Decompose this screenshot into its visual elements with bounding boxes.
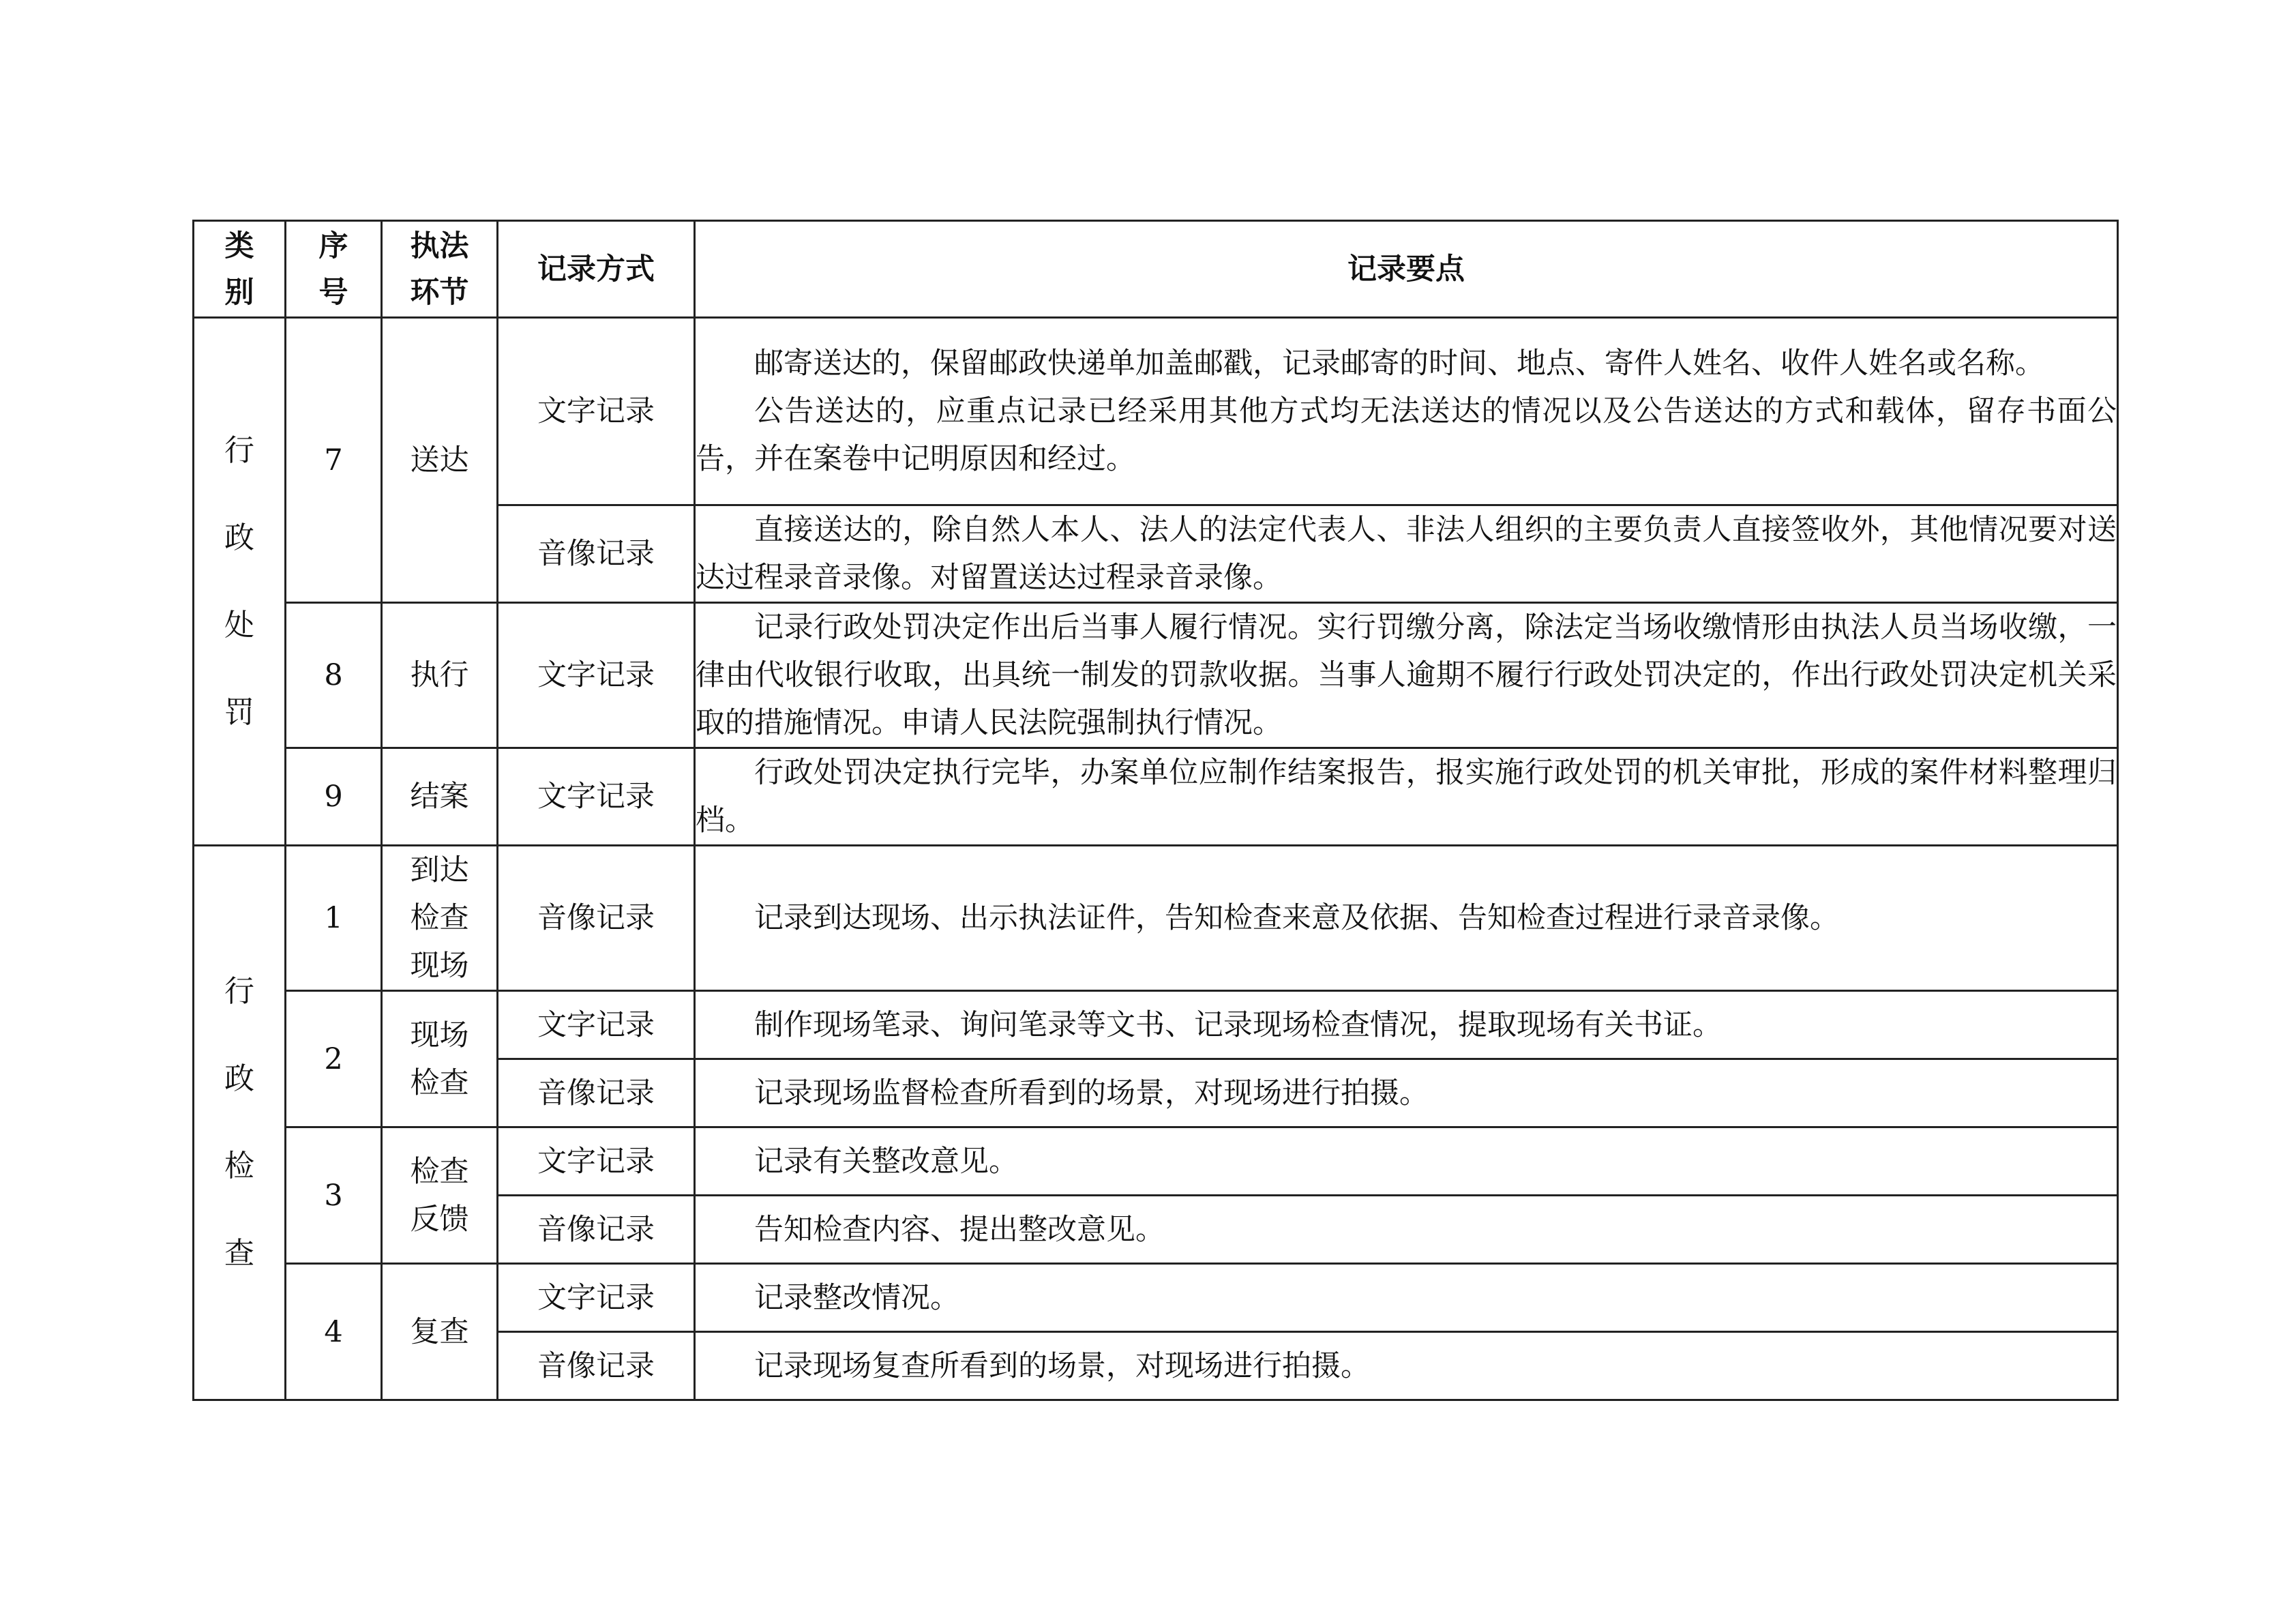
table-row [194, 846, 2118, 991]
stage-label: 现场 检查 [410, 1018, 469, 1100]
seq-cell: 2 [286, 991, 382, 1127]
record-points-cell [695, 991, 2118, 1059]
record-point-paragraph: 记录现场监督检查所看到的场景，对现场进行拍摄。 [754, 1076, 1429, 1110]
record-points-cell [695, 1264, 2118, 1332]
table-row [194, 748, 2118, 846]
record-points-cell [695, 1127, 2118, 1196]
record-points-cell [695, 748, 2118, 846]
record-method-cell: 文字记录 [498, 318, 695, 505]
record-points-cell [695, 1332, 2118, 1400]
header-stage-label: 执法 环节 [410, 228, 469, 310]
record-points-cell [695, 603, 2118, 748]
category-cell [194, 846, 286, 1400]
header-points: 记录要点 [695, 221, 2118, 318]
header-seq [286, 221, 382, 318]
record-points-cell [695, 1059, 2118, 1127]
seq-cell: 4 [286, 1264, 382, 1400]
record-point-paragraph: 告知检查内容、提出整改意见。 [754, 1212, 1165, 1247]
record-point-paragraph: 记录整改情况。 [754, 1280, 959, 1315]
header-category [194, 221, 286, 318]
seq-cell: 9 [286, 748, 382, 846]
category-label: 行 政 检 查 [224, 974, 254, 1271]
table-row [194, 603, 2118, 748]
table-row [194, 1127, 2118, 1196]
record-method-cell: 音像记录 [498, 1196, 695, 1264]
stage-cell [382, 603, 498, 748]
record-point-paragraph: 直接送达的，除自然人本人、法人的法定代表人、非法人组织的主要负责人直接签收外，其他情况要对送达过程录音录像。对留置送达过程录音录像。 [696, 513, 2117, 595]
enforcement-record-table [192, 220, 2119, 1401]
seq-cell: 7 [286, 318, 382, 603]
record-point-paragraph: 记录有关整改意见。 [754, 1144, 1018, 1179]
stage-cell [382, 846, 498, 991]
record-method-cell: 文字记录 [498, 1264, 695, 1332]
header-seq-label: 序 号 [318, 228, 348, 310]
stage-cell [382, 748, 498, 846]
stage-label: 到达 检查 现场 [410, 853, 469, 983]
table-body [194, 318, 2118, 1400]
record-method-cell: 音像记录 [498, 846, 695, 991]
category-label: 行 政 处 罚 [224, 432, 254, 730]
record-method-cell: 音像记录 [498, 1332, 695, 1400]
record-point-paragraph: 邮寄送达的，保留邮政快递单加盖邮戳，记录邮寄的时间、地点、寄件人姓名、收件人姓名或名称。 [754, 346, 2044, 381]
seq-cell: 8 [286, 603, 382, 748]
seq-cell: 1 [286, 846, 382, 991]
table-row [194, 318, 2118, 505]
stage-cell [382, 318, 498, 603]
stage-label: 结案 [410, 780, 469, 814]
table-row [194, 1264, 2118, 1332]
header-method: 记录方式 [498, 221, 695, 318]
category-cell [194, 318, 286, 846]
stage-cell [382, 1264, 498, 1400]
record-points-cell [695, 846, 2118, 991]
table-row [194, 991, 2118, 1059]
stage-label: 检查 反馈 [410, 1154, 469, 1237]
stage-label: 执行 [410, 658, 469, 692]
record-points-cell [695, 318, 2118, 505]
record-point-paragraph: 记录现场复查所看到的场景，对现场进行拍摄。 [754, 1348, 1370, 1383]
seq-cell: 3 [286, 1127, 382, 1264]
record-method-cell: 文字记录 [498, 991, 695, 1059]
header-category-label: 类 别 [224, 228, 254, 310]
stage-label: 复查 [410, 1314, 469, 1349]
record-point-paragraph: 记录到达现场、出示执法证件，告知检查来意及依据、告知检查过程进行录音录像。 [754, 901, 1839, 935]
stage-label: 送达 [410, 443, 469, 477]
stage-cell [382, 991, 498, 1127]
table-header [194, 221, 2118, 318]
record-point-paragraph: 行政处罚决定执行完毕，办案单位应制作结案报告，报实施行政处罚的机关审批，形成的案件材料整理归档。 [696, 756, 2117, 838]
stage-cell [382, 1127, 498, 1264]
record-method-cell: 音像记录 [498, 1059, 695, 1127]
record-method-cell: 文字记录 [498, 603, 695, 748]
record-point-paragraph: 公告送达的，应重点记录已经采用其他方式均无法送达的情况以及公告送达的方式和载体，留存书面公告，并在案卷中记明原因和经过。 [696, 394, 2117, 476]
record-method-cell: 音像记录 [498, 505, 695, 603]
record-point-paragraph: 制作现场笔录、询问笔录等文书、记录现场检查情况，提取现场有关书证。 [754, 1007, 1722, 1042]
record-points-cell [695, 505, 2118, 603]
record-method-cell: 文字记录 [498, 748, 695, 846]
record-method-cell: 文字记录 [498, 1127, 695, 1196]
record-points-cell [695, 1196, 2118, 1264]
header-stage [382, 221, 498, 318]
record-point-paragraph: 记录行政处罚决定作出后当事人履行情况。实行罚缴分离，除法定当场收缴情形由执法人员当场收缴，一律由代收银行收取，出具统一制发的罚款收据。当事人逾期不履行行政处罚决定的，作出行政处罚决定机关采取的措施情况。申请人民法院强制执行情况。 [696, 610, 2117, 740]
